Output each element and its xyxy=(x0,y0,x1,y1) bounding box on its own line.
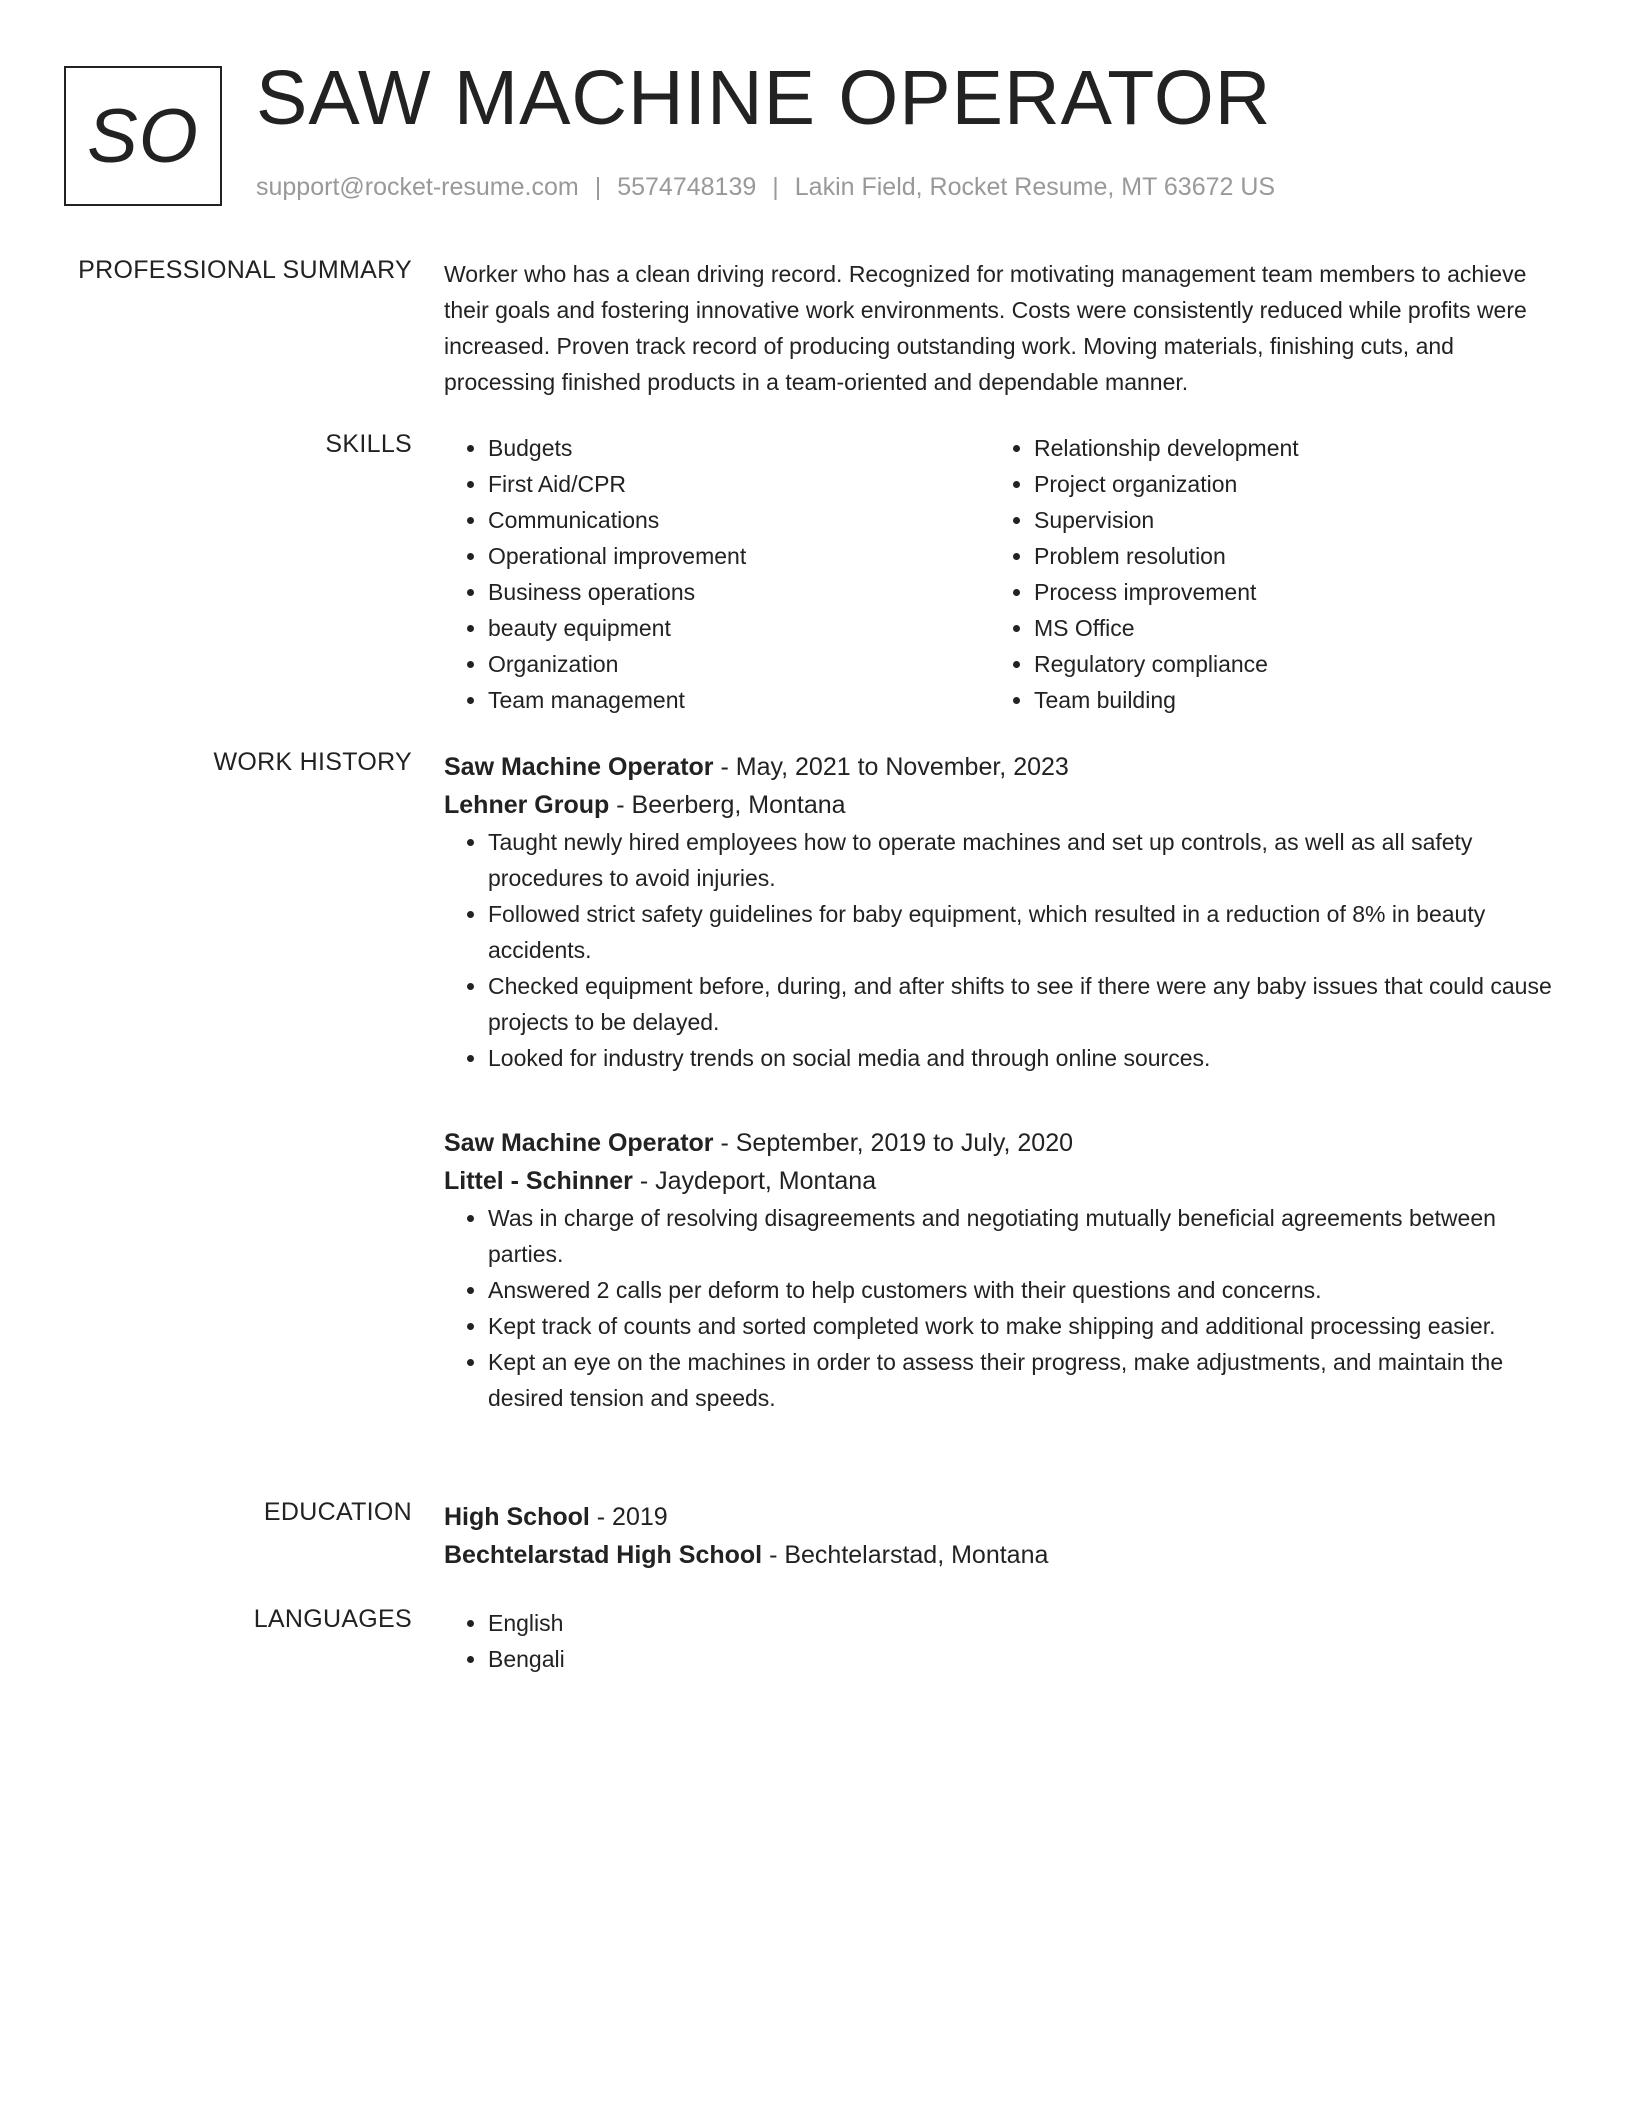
languages-list xyxy=(444,1605,1564,1677)
education-year: - 2019 xyxy=(589,1503,668,1531)
contact-phone[interactable]: 5574748139 xyxy=(617,173,757,201)
work-history-heading: WORK HISTORY xyxy=(213,748,412,776)
skills-list-left xyxy=(444,430,990,718)
skill-item: • Process improvement xyxy=(1034,574,1536,610)
job-duty: • Kept an eye on the machines in order to assess their progress, make adjustments, and maintain the desired tension and speeds. xyxy=(488,1344,1564,1416)
job-duty: • Kept track of counts and sorted completed work to make shipping and additional processing easier. xyxy=(488,1308,1564,1344)
job-company-line xyxy=(444,786,1564,824)
summary-body xyxy=(444,256,1564,400)
education-location: - Bechtelarstad, Montana xyxy=(762,1541,1049,1569)
skills-column-left xyxy=(444,430,990,718)
skills-list-right xyxy=(990,430,1536,718)
job-duty: • Answered 2 calls per deform to help customers with their questions and concerns. xyxy=(488,1272,1564,1308)
job-duty: • Checked equipment before, during, and after shifts to see if there were any baby issues that could cause projects to be delayed. xyxy=(488,968,1564,1040)
job-dates: - September, 2019 to July, 2020 xyxy=(713,1129,1074,1157)
skill-item: • Relationship development xyxy=(1034,430,1536,466)
monogram-initials: SO xyxy=(87,93,199,179)
education-degree-line xyxy=(444,1498,1564,1536)
skill-item: • Operational improvement xyxy=(488,538,990,574)
skill-item: • Supervision xyxy=(1034,502,1536,538)
skill-item: • Regulatory compliance xyxy=(1034,646,1536,682)
skill-item: • Communications xyxy=(488,502,990,538)
education-degree: High School xyxy=(444,1503,590,1531)
job-entry xyxy=(444,748,1564,1076)
skill-item: • First Aid/CPR xyxy=(488,466,990,502)
job-location: - Beerberg, Montana xyxy=(609,791,846,819)
job-company: Lehner Group xyxy=(444,791,610,819)
summary-heading: PROFESSIONAL SUMMARY xyxy=(78,256,412,284)
job-company-line xyxy=(444,1162,1564,1200)
languages-body xyxy=(444,1605,1564,1677)
job-duty: • Taught newly hired employees how to operate machines and set up controls, as well as all safety procedures to avoid injuries. xyxy=(488,824,1564,896)
skill-item: • Problem resolution xyxy=(1034,538,1536,574)
contact-separator: | xyxy=(594,173,602,201)
job-duty: • Followed strict safety guidelines for baby equipment, which resulted in a reduction of 8% in beauty accidents. xyxy=(488,896,1564,968)
education-body xyxy=(444,1498,1564,1574)
skills-body xyxy=(444,430,1564,718)
education-school-line xyxy=(444,1536,1564,1574)
skill-item: • Business operations xyxy=(488,574,990,610)
education-heading: EDUCATION xyxy=(263,1498,412,1526)
contact-separator: | xyxy=(772,173,779,201)
job-duty: • Was in charge of resolving disagreements and negotiating mutually beneficial agreements between parties. xyxy=(488,1200,1564,1272)
contact-email[interactable]: support@rocket-resume.com xyxy=(256,173,579,201)
job-role: Saw Machine Operator xyxy=(444,1129,714,1157)
skills-column-right xyxy=(990,430,1536,718)
job-duties-list xyxy=(444,824,1564,1076)
skills-heading: SKILLS xyxy=(325,430,412,458)
job-location: - Jaydeport, Montana xyxy=(632,1167,877,1195)
job-company: Littel - Schinner xyxy=(444,1167,633,1195)
skill-item: • Team management xyxy=(488,682,990,718)
summary-text: Worker who has a clean driving record. Recognized for motivating management team members to achieve their goals and fostering innovative work environments. Costs were consistently reduced while profits were increased. Proven track record of producing outstanding work. Moving materials, finishing cuts, and processing finished products in a team-oriented and dependable manner. xyxy=(444,261,1527,395)
job-title-line xyxy=(444,748,1564,786)
contact-line xyxy=(256,172,1275,202)
job-duty: • Looked for industry trends on social media and through online sources. xyxy=(488,1040,1564,1076)
skill-item: • Team building xyxy=(1034,682,1536,718)
education-school: Bechtelarstad High School xyxy=(444,1541,763,1569)
languages-heading: LANGUAGES xyxy=(253,1605,412,1633)
skill-item: • beauty equipment xyxy=(488,610,990,646)
job-role: Saw Machine Operator xyxy=(444,753,714,781)
skill-item: • Budgets xyxy=(488,430,990,466)
job-dates: - May, 2021 to November, 2023 xyxy=(713,753,1069,781)
contact-address: Lakin Field, Rocket Resume, MT 63672 US xyxy=(794,173,1276,201)
language-item: • Bengali xyxy=(488,1641,1564,1677)
job-entry xyxy=(444,1124,1564,1416)
skill-item: • MS Office xyxy=(1034,610,1536,646)
candidate-name: SAW MACHINE OPERATOR xyxy=(256,55,1272,141)
skill-item: • Organization xyxy=(488,646,990,682)
job-duties-list xyxy=(444,1200,1564,1416)
job-title-line xyxy=(444,1124,1564,1162)
language-item: • English xyxy=(488,1605,1564,1641)
monogram-badge xyxy=(64,66,222,206)
skill-item: • Project organization xyxy=(1034,466,1536,502)
